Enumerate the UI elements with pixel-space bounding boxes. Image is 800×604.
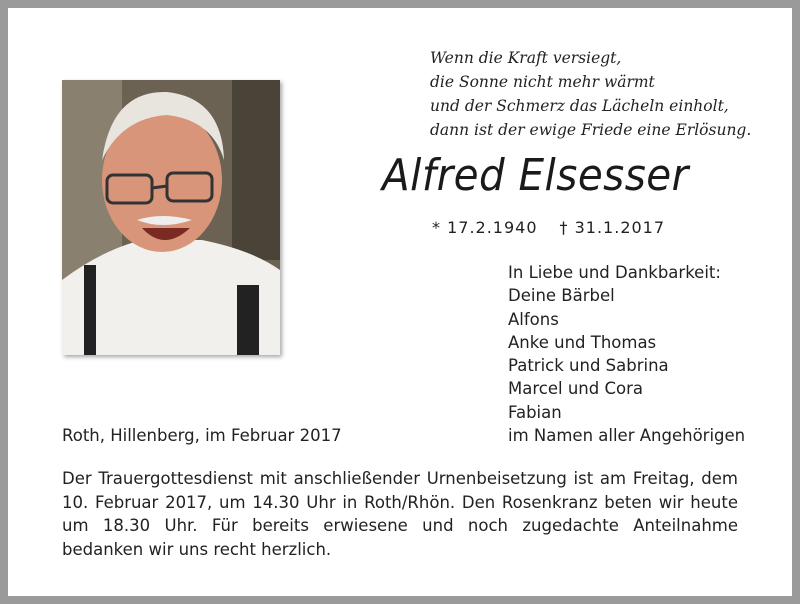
quote-line: dann ist der ewige Friede eine Erlösung.: [430, 121, 752, 139]
family-line: Deine Bärbel: [508, 286, 615, 306]
family-line: im Namen aller Angehörigen: [508, 426, 746, 446]
place-date: Roth, Hillenberg, im Februar 2017: [62, 426, 342, 445]
deceased-name: Alfred Elsesser: [382, 150, 689, 201]
birth-date: * 17.2.1940: [432, 218, 538, 237]
family-list: [508, 261, 745, 447]
quote-line: Wenn die Kraft versiegt,: [430, 49, 622, 67]
life-dates: [432, 218, 687, 237]
family-line: In Liebe und Dankbarkeit:: [508, 263, 721, 282]
quote-line: die Sonne nicht mehr wärmt: [430, 73, 655, 91]
quote-line: und der Schmerz das Lächeln einholt,: [430, 97, 729, 115]
death-date: † 31.1.2017: [559, 218, 666, 237]
family-line: Marcel und Cora: [508, 379, 643, 399]
quote: [430, 46, 751, 142]
family-line: Alfons: [508, 309, 559, 329]
family-line: Fabian: [508, 402, 562, 422]
family-line: Anke und Thomas: [508, 332, 657, 352]
portrait-photo: [62, 80, 280, 355]
family-line: Patrick und Sabrina: [508, 356, 669, 376]
service-notice: Der Trauergottesdienst mit anschließender Urnenbeisetzung ist am Freitag, dem 10. Februar 2017, um 14.30 Uhr in Roth/Rhön. Den Rosenkranz beten wir heute um 18.30 Uhr. Für bereits erwiesene und noch zugedachte Anteilnahme bedanken wir uns recht herzlich.: [62, 469, 738, 559]
